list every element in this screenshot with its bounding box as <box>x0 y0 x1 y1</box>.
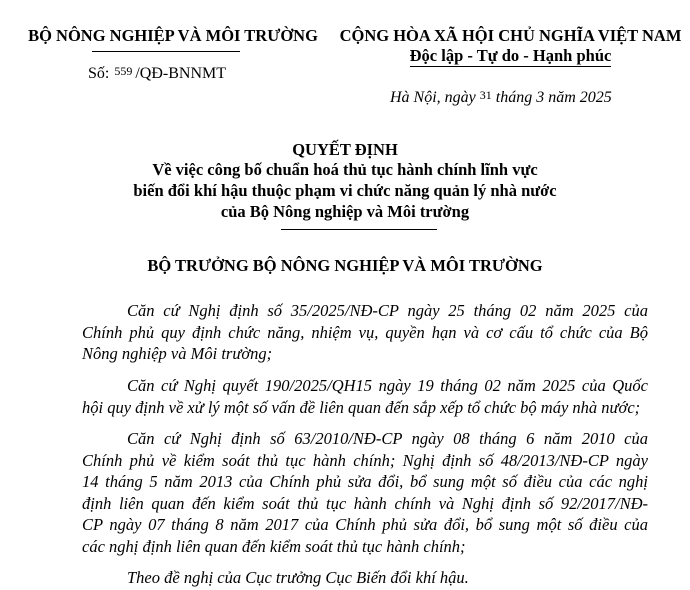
paragraph-line: định liên quan đến kiểm soát thủ tục hành chính và Nghị định số 92/2017/NĐ- <box>82 493 648 513</box>
issuing-authority: BỘ TRƯỞNG BỘ NÔNG NGHIỆP VÀ MÔI TRƯỜNG <box>147 256 543 275</box>
paragraph-line: Theo đề nghị của Cục trưởng Cục Biến đổi khí hậu. <box>127 568 469 587</box>
paragraph-line: Nông nghiệp và Môi trường; <box>82 344 273 363</box>
motto-text: Độc lập - Tự do - Hạnh phúc <box>409 46 612 65</box>
paragraph-line: CP ngày 07 tháng 8 năm 2017 của Chính phủ sửa đổi, bổ sung một số điều của <box>82 515 648 534</box>
preamble-paragraph <box>82 375 648 418</box>
subject-line: của Bộ Nông nghiệp và Môi trường <box>220 202 470 221</box>
paragraph-line: Căn cứ Nghị định số 35/2025/NĐ-CP ngày 25 tháng 02 năm 2025 của <box>127 301 648 320</box>
paragraph-line: Căn cứ Nghị định số 63/2010/NĐ-CP ngày 08 tháng 6 năm 2010 của <box>127 429 648 448</box>
national-motto <box>338 46 683 66</box>
national-title: CỘNG HÒA XÃ HỘI CHỦ NGHĨA VIỆT NAM <box>339 26 682 45</box>
date-day: 31 <box>479 88 492 102</box>
paragraph-line: Chính phủ về kiểm soát thủ tục hành chính; Nghị định số 48/2013/NĐ-CP ngày <box>82 450 648 470</box>
document-title: QUYẾT ĐỊNH <box>292 140 398 159</box>
issuing-ministry: BỘ NÔNG NGHIỆP VÀ MÔI TRƯỜNG <box>28 26 318 45</box>
subject-line: Về việc công bố chuẩn hoá thủ tục hành chính lĩnh vực <box>152 160 538 179</box>
date-line <box>390 88 612 107</box>
date-suffix: tháng 3 năm 2025 <box>495 89 612 106</box>
preamble-paragraph <box>82 567 648 589</box>
paragraph-line: 14 tháng 5 năm 2013 của Chính phủ sửa đổi, bổ sung một số điều của các nghị <box>82 472 648 491</box>
title-underline <box>281 229 437 230</box>
doc-number-prefix: Số: <box>88 65 110 82</box>
doc-number-suffix: /QĐ-BNNMT <box>135 65 227 82</box>
paragraph-line: Căn cứ Nghị quyết 190/2025/QH15 ngày 19 tháng 02 năm 2025 của Quốc <box>127 376 648 395</box>
doc-number-value: 559 <box>114 64 133 78</box>
paragraph-line: hội quy định về xử lý một số vấn đề liên quan đến sắp xếp tổ chức bộ máy nhà nước; <box>82 397 641 417</box>
preamble-paragraph <box>82 428 648 557</box>
ministry-underline <box>92 51 240 52</box>
document-number <box>88 64 226 83</box>
paragraph-line: các nghị định liên quan đến kiểm soát thủ tục hành chính; <box>82 536 466 556</box>
preamble-paragraph <box>82 300 648 365</box>
date-prefix: Hà Nội, ngày <box>390 89 476 106</box>
subject-line: biến đổi khí hậu thuộc phạm vi chức năng quản lý nhà nước <box>133 181 557 200</box>
paragraph-line: Chính phủ quy định chức năng, nhiệm vụ, quyền hạn và cơ cấu tổ chức của Bộ <box>82 322 648 342</box>
